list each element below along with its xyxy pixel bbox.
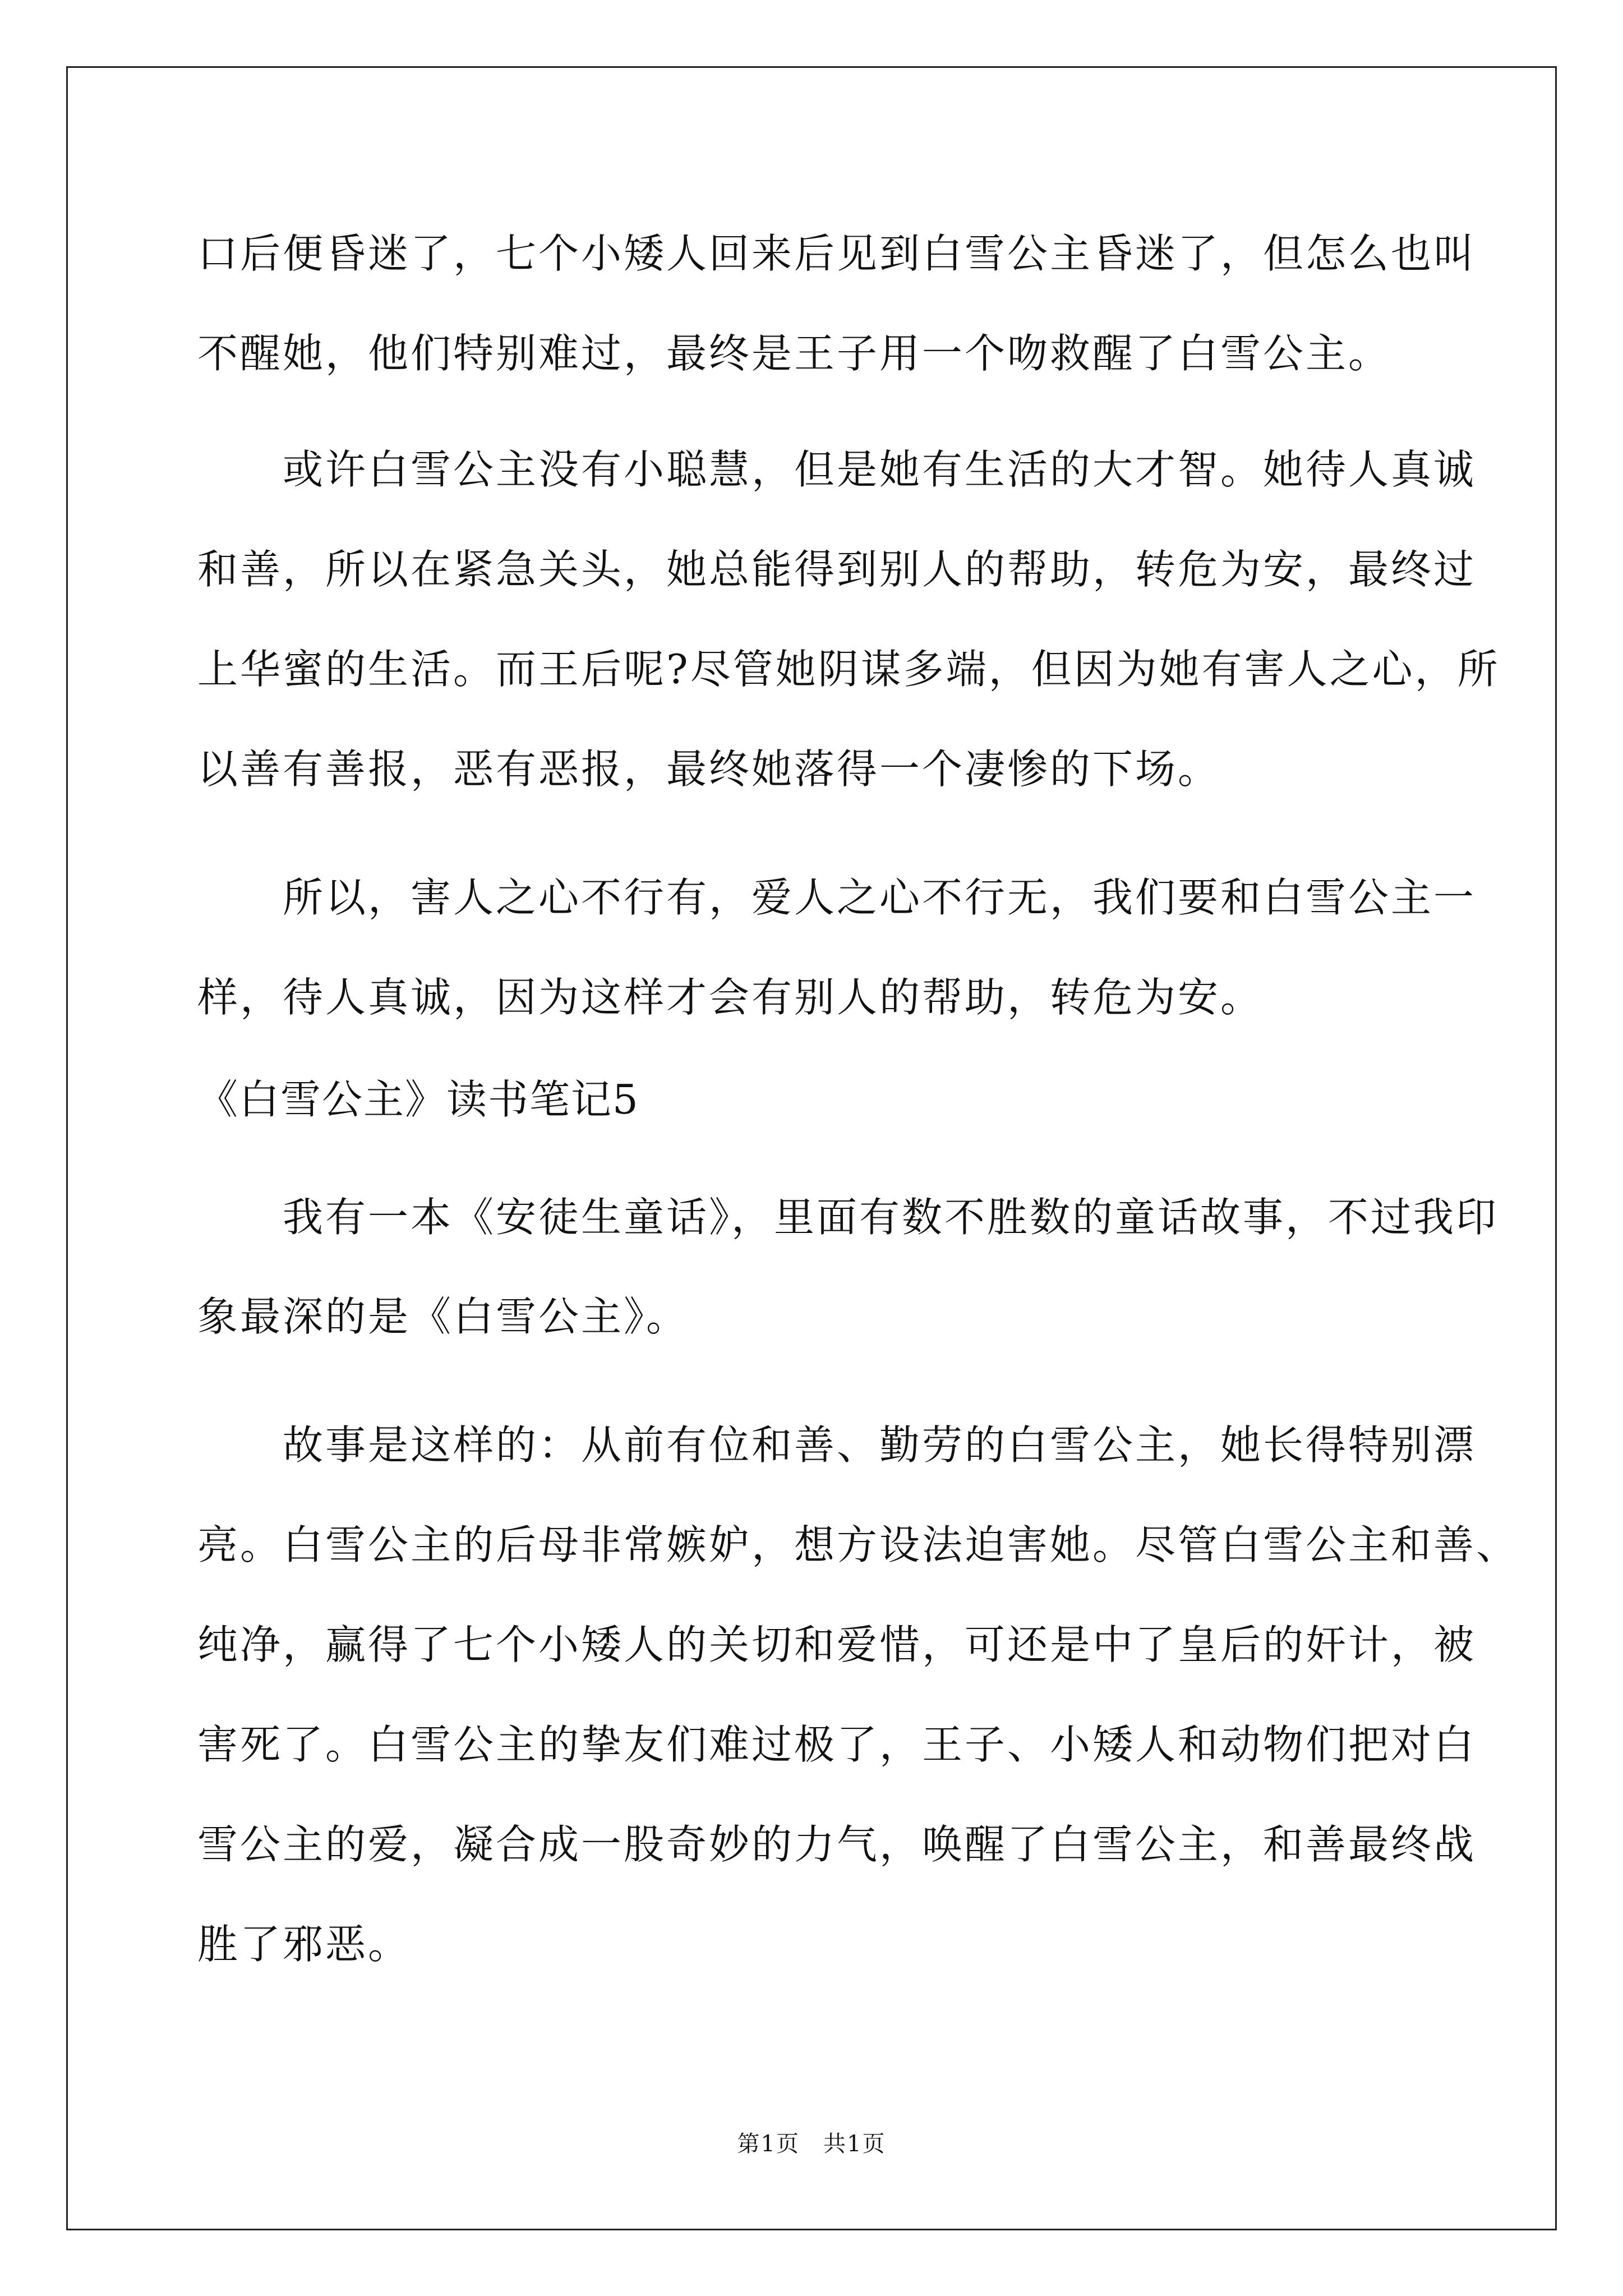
body-line-16: 雪公主的爱，凝合成一股奇妙的力气，唤醒了白雪公主，和善最终战 <box>197 1821 1477 1868</box>
body-line-12: 故事是这样的：从前有位和善、勤劳的白雪公主，她长得特别漂 <box>197 1421 1477 1469</box>
body-line-8: 样，待人真诚，因为这样才会有别人的帮助，转危为安。 <box>197 974 1264 1021</box>
body-line-1: 口后便昏迷了，七个小矮人回来后见到白雪公主昏迷了，但怎么也叫 <box>197 230 1477 277</box>
body-line-10: 我有一本《安徒生童话》，里面有数不胜数的童话故事，不过我印 <box>197 1194 1499 1241</box>
body-line-2: 不醒她，他们特别难过，最终是王子用一个吻救醒了白雪公主。 <box>197 330 1391 377</box>
body-line-4: 和善，所以在紧急关头，她总能得到别人的帮助，转危为安，最终过 <box>197 546 1477 593</box>
body-line-7: 所以，害人之心不行有，爱人之心不行无，我们要和白雪公主一 <box>197 874 1477 921</box>
body-line-14: 纯净，赢得了七个小矮人的关切和爱惜，可还是中了皇后的奸计，被 <box>197 1621 1477 1668</box>
body-line-11: 象最深的是《白雪公主》。 <box>197 1293 689 1340</box>
body-line-17: 胜了邪恶。 <box>197 1921 411 1968</box>
section-heading: 《白雪公主》读书笔记5 <box>197 1076 639 1123</box>
page-footer: 第1页 共1页 <box>737 2131 886 2157</box>
page-border <box>66 66 1557 2230</box>
body-line-5: 上华蜜的生活。而王后呢?尽管她阴谋多端，但因为她有害人之心，所 <box>197 646 1500 693</box>
body-line-15: 害死了。白雪公主的挚友们难过极了，王子、小矮人和动物们把对白 <box>197 1721 1477 1768</box>
body-line-3: 或许白雪公主没有小聪慧，但是她有生活的大才智。她待人真诚 <box>197 446 1477 493</box>
body-line-6: 以善有善报，恶有恶报，最终她落得一个凄惨的下场。 <box>197 746 1221 793</box>
body-line-13: 亮。白雪公主的后母非常嫉妒，想方设法迫害她。尽管白雪公主和善、 <box>197 1521 1519 1568</box>
